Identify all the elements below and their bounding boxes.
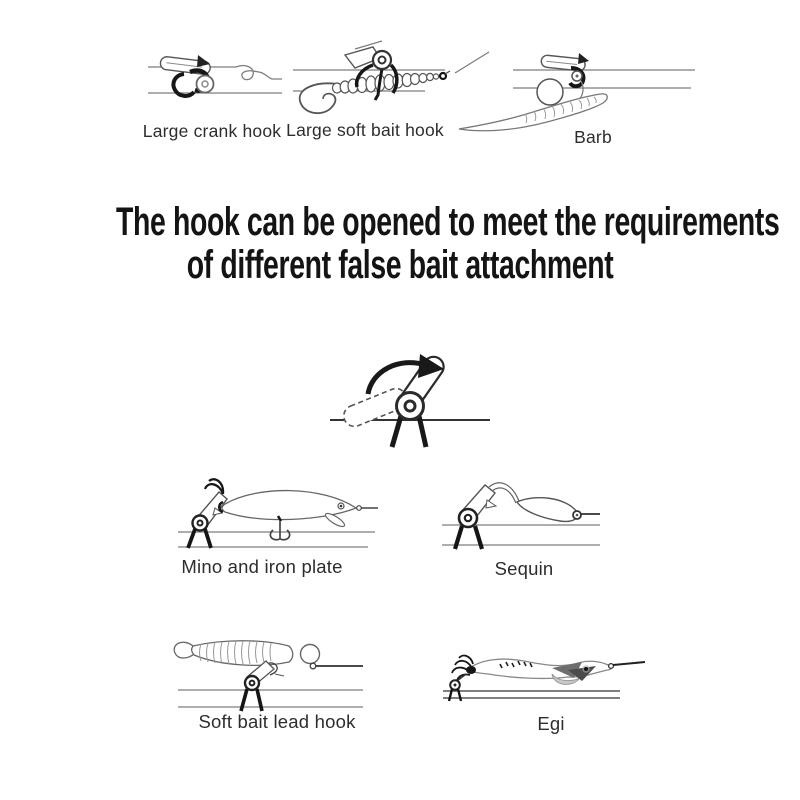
headline-line-1: The hook can be opened to meet the requirements [116,200,780,244]
label-soft-bait-lead-hook: Soft bait lead hook [198,711,356,732]
label-mino-iron-plate: Mino and iron plate [181,556,343,577]
soft-bait-lead-head-rig-illustration [163,618,378,713]
soft-bait-lead-hook-figure [163,618,378,713]
headline-line-2: of different false bait attachment [186,243,614,287]
minnow-lure-rig-illustration [163,468,378,553]
large-crank-hook-figure [140,42,290,117]
sequin-figure [440,468,655,553]
squid-jig-rig-illustration [440,612,655,707]
label-egi: Egi [537,713,565,734]
headline [0,201,800,287]
egi-figure [440,612,655,707]
label-large-soft-bait-hook: Large soft bait hook [286,120,444,140]
hook-opening-figure [330,350,490,455]
large-soft-bait-hook-figure [285,38,450,123]
label-large-crank-hook: Large crank hook [142,121,282,141]
label-sequin: Sequin [494,558,554,579]
soft-bait-hook-rig-illustration [285,38,450,123]
spoon-lure-rig-illustration [440,468,655,553]
crank-hook-rig-illustration [140,42,290,117]
label-barb: Barb [574,127,612,147]
mino-iron-plate-figure [163,468,378,553]
hook-clasp-opening-illustration [330,350,490,455]
